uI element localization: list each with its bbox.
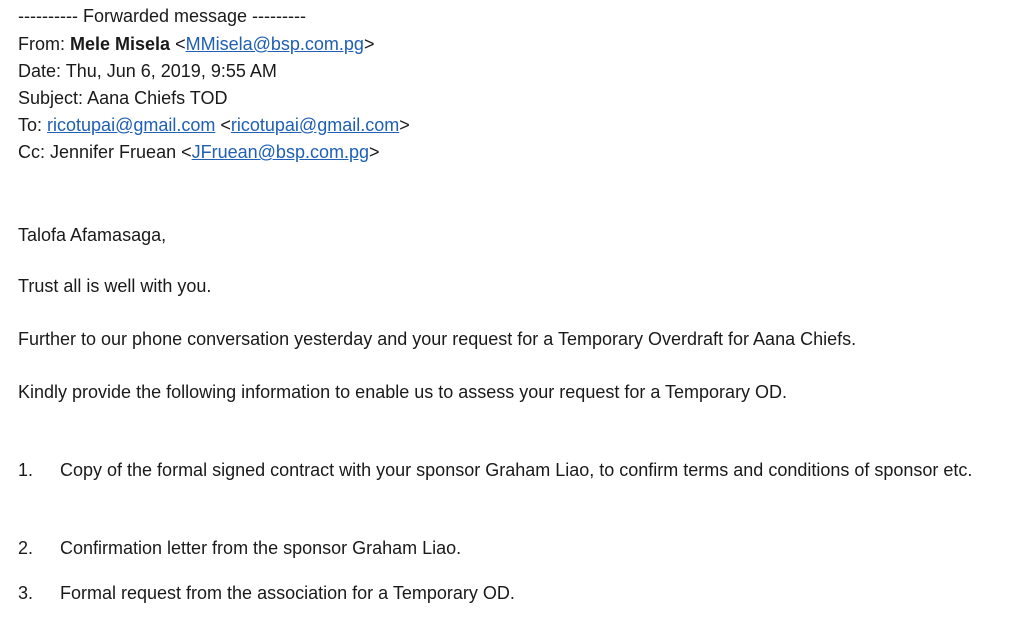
list-item-text: Confirmation letter from the sponsor Graham Liao. bbox=[60, 538, 462, 558]
list-item-number: 3. bbox=[18, 583, 34, 603]
from-row bbox=[18, 33, 374, 55]
to-label: To: bbox=[18, 115, 43, 135]
date-row bbox=[18, 60, 277, 82]
subject-row bbox=[18, 87, 227, 109]
list-item bbox=[18, 457, 1003, 484]
list-item-text: Formal request from the association for a Temporary OD. bbox=[60, 583, 515, 603]
from-label: From: bbox=[18, 34, 65, 54]
list-item-number: 2. bbox=[18, 538, 34, 558]
cc-email-link[interactable]: JFruean@bsp.com.pg bbox=[191, 142, 369, 162]
forwarded-line: ---------- Forwarded message --------- bbox=[18, 6, 306, 26]
from-email-link[interactable]: MMisela@bsp.com.pg bbox=[185, 34, 364, 54]
cc-row bbox=[18, 141, 380, 163]
greeting: Talofa Afamasaga, bbox=[18, 225, 167, 245]
date-value: Thu, Jun 6, 2019, 9:55 AM bbox=[65, 61, 277, 81]
date-label: Date: bbox=[18, 61, 62, 81]
to-email-link[interactable]: ricotupai@gmail.com bbox=[230, 115, 400, 135]
to-row bbox=[18, 114, 410, 136]
list-item bbox=[18, 582, 515, 604]
cc-name: Jennifer Fruean bbox=[50, 142, 177, 162]
paragraph-1: Trust all is well with you. bbox=[18, 276, 212, 296]
from-email-wrapper: <MMisela@bsp.com.pg> bbox=[175, 34, 375, 54]
list-item bbox=[18, 537, 461, 559]
paragraph-3: Kindly provide the following information to enable us to assess your request for a Temporary OD. bbox=[18, 382, 788, 402]
list-item-text: Copy of the formal signed contract with your sponsor Graham Liao, to confirm terms and conditions of sponsor etc. bbox=[60, 460, 973, 480]
from-name: Mele Misela bbox=[70, 34, 171, 54]
cc-label: Cc: bbox=[18, 142, 45, 162]
to-link[interactable]: ricotupai@gmail.com bbox=[47, 115, 216, 135]
cc-email-wrapper: <JFruean@bsp.com.pg> bbox=[181, 142, 380, 162]
subject-label: Subject: bbox=[18, 88, 84, 108]
paragraph-2: Further to our phone conversation yesterday and your request for a Temporary Overdraft for Aana Chiefs. bbox=[18, 329, 857, 349]
subject-value: Aana Chiefs TOD bbox=[87, 88, 228, 108]
list-item-number: 1. bbox=[18, 460, 34, 480]
to-email-wrapper: <ricotupai@gmail.com> bbox=[220, 115, 410, 135]
